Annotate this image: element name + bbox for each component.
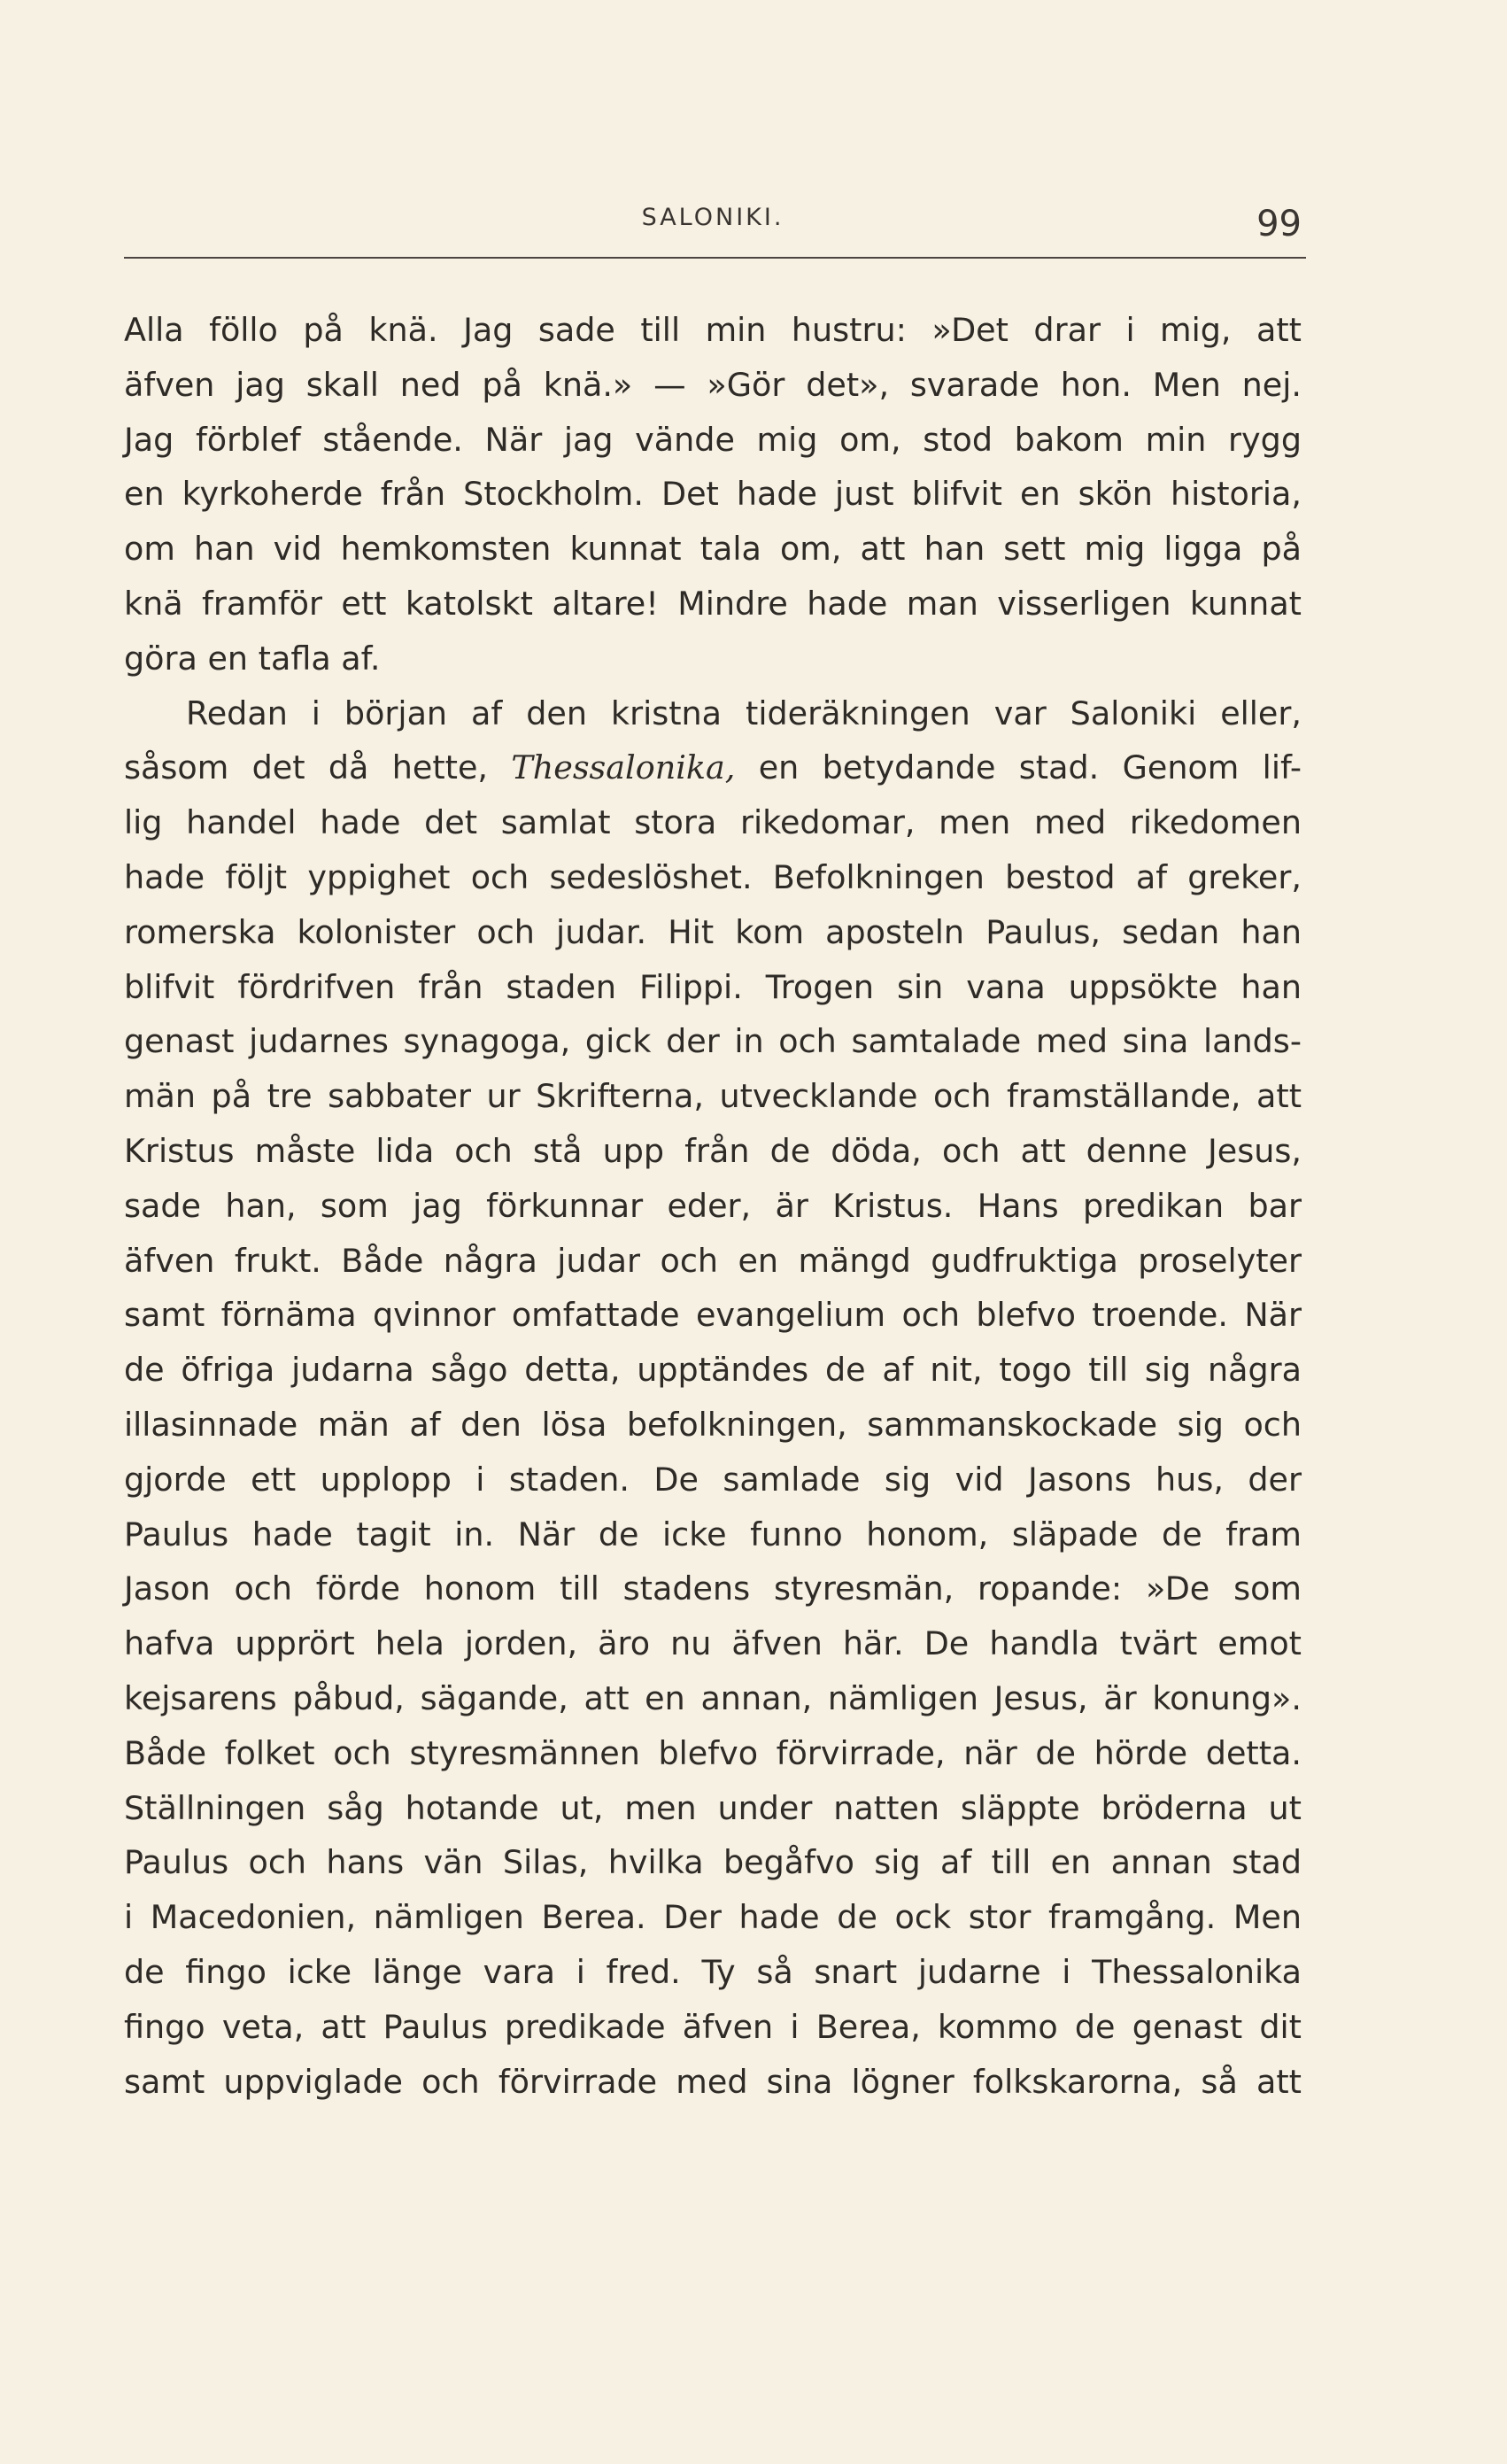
text-line: om han vid hemkomsten kunnat tala om, att han sett mig ligga på [124, 530, 1302, 569]
text-line: Jason och förde honom till stadens styresmän, ropande: »De som [124, 1569, 1302, 1608]
text-line: de öfriga judarna sågo detta, upptändes de af nit, togo till sig några [124, 1351, 1302, 1390]
text-line: äfven jag skall ned på knä.» — »Gör det», svarade hon. Men nej. [124, 365, 1302, 404]
header-rule [124, 257, 1306, 259]
line-segment: såsom det då hette, [124, 748, 512, 787]
text-line: romerska kolonister och judar. Hit kom aposteln Paulus, sedan han [124, 912, 1302, 951]
text-line: Både folket och styresmännen blefvo förvirrade, när de hörde detta. [124, 1733, 1302, 1772]
text-line: göra en tafla af. [124, 639, 381, 678]
text-line: genast judarnes synagoga, gick der in och samtalade med sina lands- [124, 1022, 1302, 1061]
text-line: i Macedonien, nämligen Berea. Der hade de ock stor framgång. Men [124, 1898, 1302, 1937]
text-line: samt uppviglade och förvirrade med sina lögner folkskarorna, så att [124, 2062, 1302, 2101]
running-title: SALONIKI. [641, 204, 784, 231]
text-line: Jag förblef stående. När jag vände mig om, stod bakom min rygg [124, 420, 1302, 459]
text-line: kejsarens påbud, sägande, att en annan, nämligen Jesus, är konung». [124, 1678, 1302, 1717]
paragraph-start-line: Redan i början af den kristna tideräkningen var Saloniki eller, [186, 693, 1302, 732]
text-line: blifvit fördrifven från staden Filippi. Trogen sin vana uppsökte han [124, 967, 1302, 1006]
text-line: lig handel hade det samlat stora rikedomar, men med rikedomen [124, 803, 1302, 842]
text-line: hafva upprört hela jorden, äro nu äfven här. De handla tvärt emot [124, 1624, 1302, 1663]
text-line: äfven frukt. Både några judar och en mängd gudfruktiga proselyter [124, 1241, 1302, 1280]
text-line: en kyrkoherde från Stockholm. Det hade just blifvit en skön historia, [124, 475, 1302, 514]
page-number: 99 [1256, 204, 1302, 244]
text-line: Kristus måste lida och stå upp från de döda, och att denne Jesus, [124, 1131, 1302, 1170]
text-line: män på tre sabbater ur Skrifterna, utvecklande och framställande, att [124, 1077, 1302, 1116]
text-line: Paulus och hans vän Silas, hvilka begåfvo sig af till en annan stad [124, 1843, 1302, 1882]
text-line [124, 740, 1302, 795]
text-line: Paulus hade tagit in. När de icke funno honom, släpade de fram [124, 1515, 1302, 1554]
line-segment: en betydande stad. Genom lif- [735, 748, 1302, 787]
text-line: hade följt yppighet och sedeslöshet. Befolkningen bestod af greker, [124, 857, 1302, 896]
text-line: knä framför ett katolskt altare! Mindre hade man visserligen kunnat [124, 584, 1302, 623]
text-line: gjorde ett upplopp i staden. De samlade sig vid Jasons hus, der [124, 1460, 1302, 1499]
italic-place-name: Thessalonika, [511, 748, 736, 787]
text-line: illasinnade män af den lösa befolkningen, sammanskockade sig och [124, 1405, 1302, 1444]
text-line: sade han, som jag förkunnar eder, är Kristus. Hans predikan bar [124, 1186, 1302, 1225]
text-line: Alla föllo på knä. Jag sade till min hustru: »Det drar i mig, att [124, 311, 1302, 349]
text-line: Ställningen såg hotande ut, men under natten släppte bröderna ut [124, 1788, 1302, 1827]
text-line: samt förnäma qvinnor omfattade evangelium och blefvo troende. När [124, 1296, 1302, 1335]
text-line: de fingo icke länge vara i fred. Ty så snart judarne i Thessalonika [124, 1952, 1302, 1991]
body-text [124, 303, 1302, 2109]
text-line: fingo veta, att Paulus predikade äfven i Berea, kommo de genast dit [124, 2007, 1302, 2046]
running-head [124, 177, 1302, 248]
